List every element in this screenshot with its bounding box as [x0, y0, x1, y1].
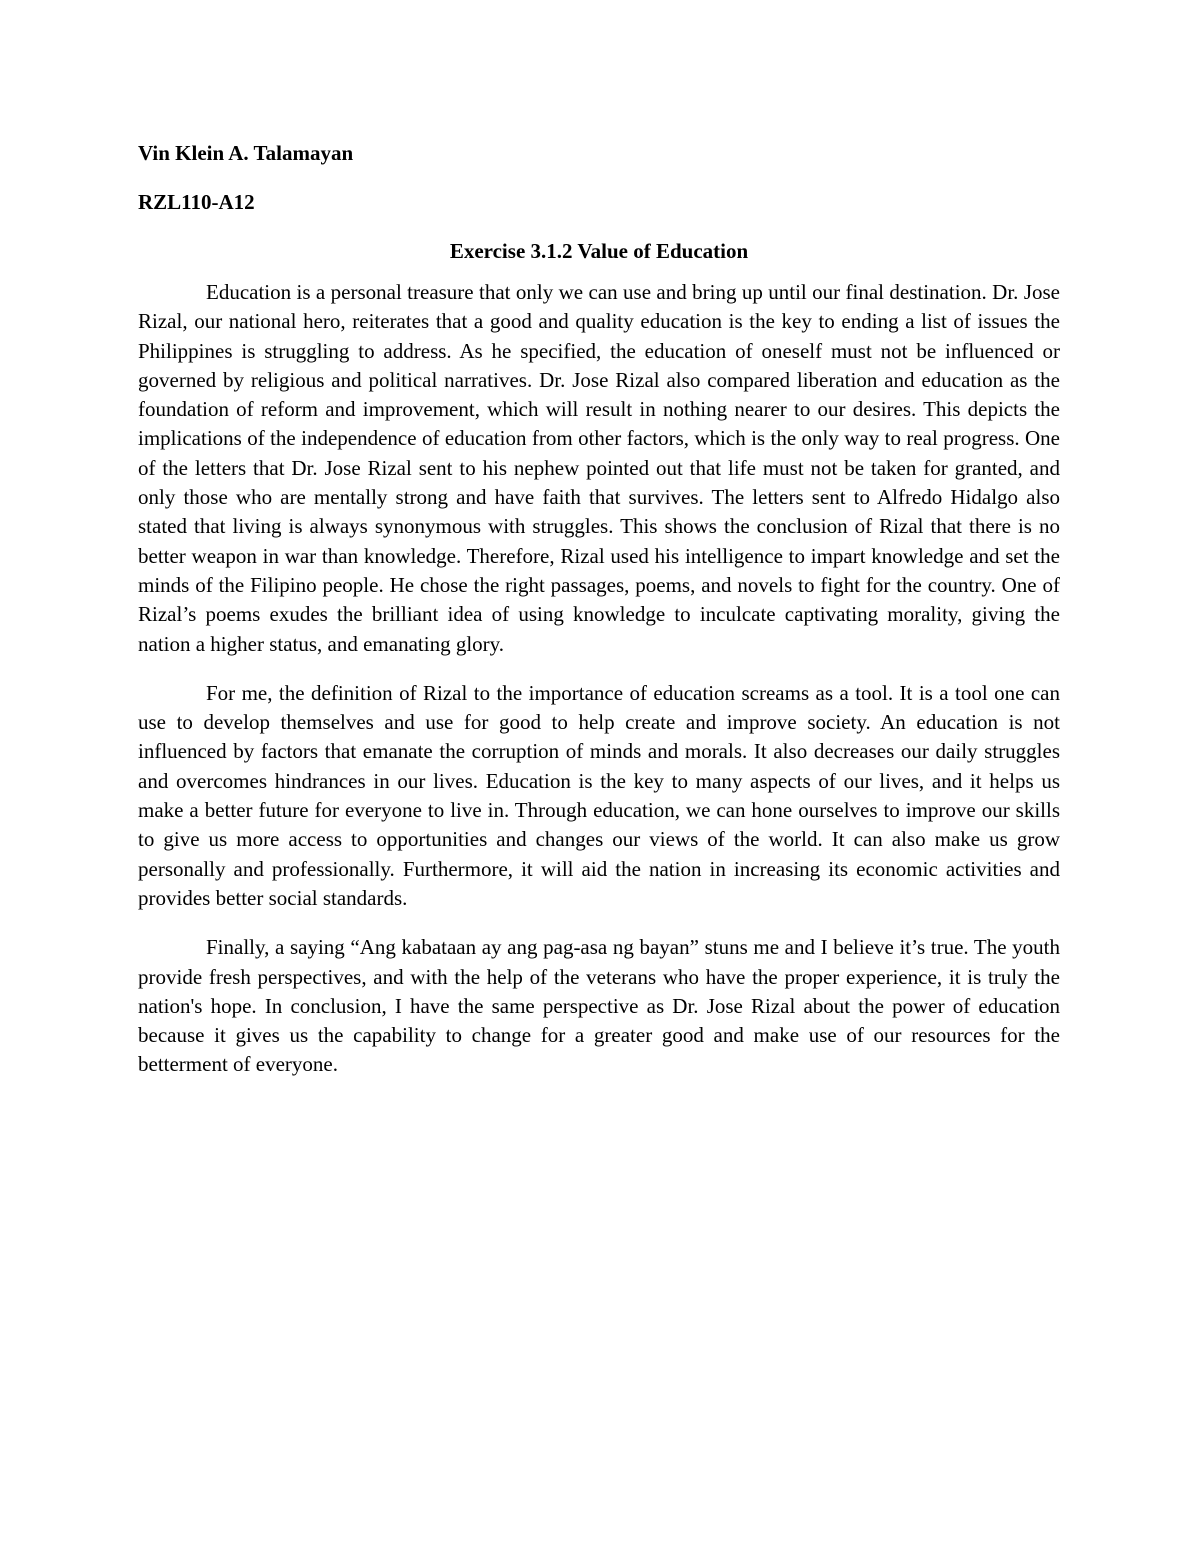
author-name: Vin Klein A. Talamayan	[138, 141, 354, 165]
paragraph-3: Finally, a saying “Ang kabataan ay ang pag-asa ng bayan” stuns me and I believe it’s true. The youth provide fresh perspectives, and with the help of the veterans who have the proper experience, it is truly the nation's hope. In conclusion, I have the same perspective as Dr. Jose Rizal about the power of education because it gives us the capability to change for a greater good and make use of our resources for the betterment of everyone.	[138, 935, 1060, 1077]
course-code: RZL110-A12	[138, 190, 255, 214]
paragraph-1: Education is a personal treasure that only we can use and bring up until our final destination. Dr. Jose Rizal, our national hero, reiterates that a good and quality education is the key to ending a list of issues the Philippines is struggling to address. As he specified, the education of oneself must not be influenced or governed by religious and political narratives. Dr. Jose Rizal also compared liberation and education as the foundation of reform and improvement, which will result in nothing nearer to our desires. This depicts the implications of the independence of education from other factors, which is the only way to real progress. One of the letters that Dr. Jose Rizal sent to his nephew pointed out that life must not be taken for granted, and only those who are mentally strong and have faith that survives. The letters sent to Alfredo Hidalgo also stated that living is always synonymous with struggles. This shows the conclusion of Rizal that there is no better weapon in war than knowledge. Therefore, Rizal used his intelligence to impart knowledge and set the minds of the Filipino people. He chose the right passages, poems, and novels to fight for the country. One of Rizal’s poems exudes the brilliant idea of using knowledge to inculcate captivating morality, giving the nation a higher status, and emanating glory.	[138, 280, 1060, 656]
essay-title: Exercise 3.1.2 Value of Education	[449, 239, 749, 263]
document-body	[138, 138, 1060, 1100]
paragraph-2: For me, the definition of Rizal to the importance of education screams as a tool. It is a tool one can use to develop themselves and use for good to help create and improve society. An education is not influenced by factors that emanate the corruption of minds and morals. It also decreases our daily struggles and overcomes hindrances in our lives. Education is the key to many aspects of our lives, and it helps us make a better future for everyone to live in. Through education, we can hone ourselves to improve our skills to give us more access to opportunities and changes our views of the world. It can also make us grow personally and professionally. Furthermore, it will aid the nation in increasing its economic activities and provides better social standards.	[138, 680, 1060, 910]
